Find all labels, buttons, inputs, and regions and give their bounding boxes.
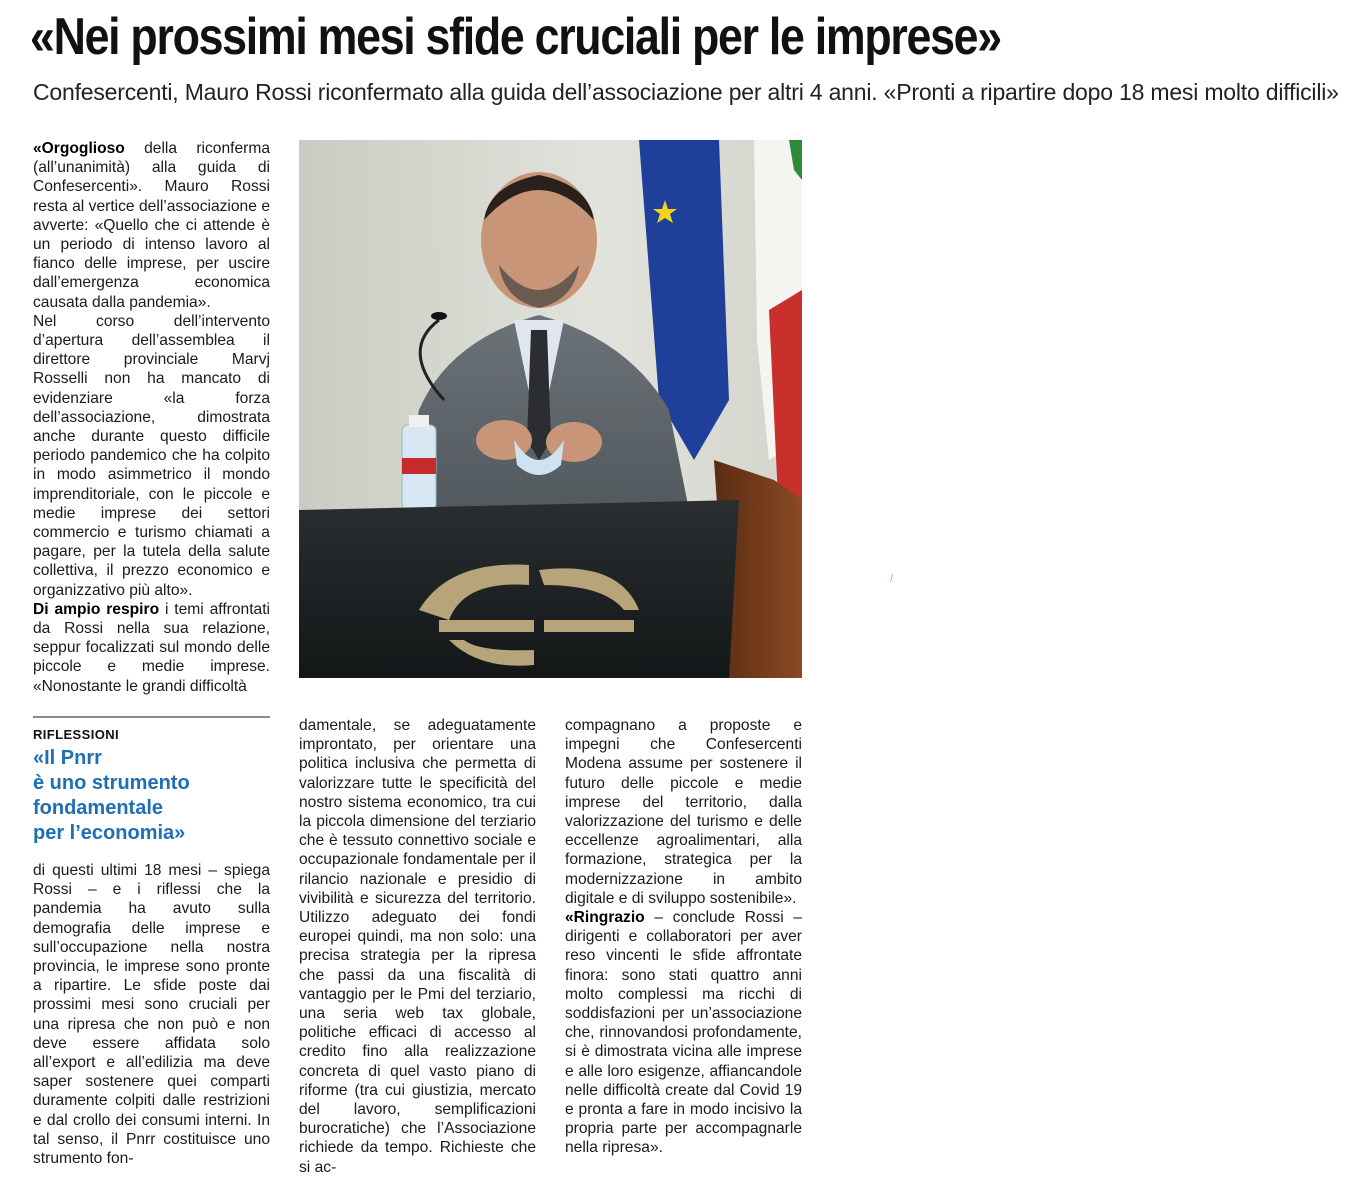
subheadline: Confesercenti, Mauro Rossi riconfermato alla guida dell’associazione per altri 4 anni. «Pronti a ripartire dopo 18 mesi molto difficili» — [33, 79, 1339, 105]
paragraph-text: Nel corso dell’intervento d’apertura dell’assemblea il direttore provinciale Marvj Rosselli non ha mancato di evidenziare «la forza dell’associazione, dimostrata anche durante questo difficile periodo pandemico che ha colpito in modo asimmetrico il mondo imprenditoriale, con le piccole e medie imprese dei settori commercio e turismo chiamati a pagare, per la tutela della salute collettiva, il prezzo economico e organizzativo più alto». — [33, 312, 270, 599]
headline: «Nei prossimi mesi sfide cruciali per le imprese» — [30, 8, 1001, 66]
lead-in: Di ampio respiro — [33, 600, 160, 618]
paragraph-themes — [33, 600, 270, 696]
article-column-1-lower — [33, 861, 270, 1168]
sidebar-title — [33, 746, 270, 846]
sidebar-title-line: «Il Pnrr — [33, 747, 102, 769]
sidebar-title-line: è uno strumento — [33, 772, 190, 794]
scan-artifact: / — [890, 573, 894, 585]
paragraph-text: di questi ultimi 18 mesi – spiega Rossi – e i riflessi che la pandemia ha avuto sulla demografia delle imprese e sull’occupazione nella nostra provincia, le imprese sono pronte a ripartire. Le sfide poste dai prossimi mesi sono cruciali per una ripresa che non può e non deve essere affidata solo all’export e all’edilizia ma deve saper sostenere quei comparti duramente colpiti dalle restrizioni e dal crollo dei consumi interni. In tal senso, il Pnrr costituisce uno strumento fon- — [33, 862, 270, 1168]
sidebar-divider — [33, 716, 270, 718]
paragraph-director — [33, 312, 270, 600]
paragraph-text: compagnano a proposte e impegni che Confesercenti Modena assume per sostenere il futuro delle piccole e medie imprese del territorio, dalla valorizzazione del turismo e delle eccellenze agroalimentari, alla formazione, strategica per la modernizzazione in ambito digitale e di sviluppo sostenibile». — [565, 717, 802, 907]
paragraph-thanks — [565, 908, 802, 1158]
article-column-2 — [299, 716, 536, 1176]
paragraph-text: i temi affrontati da Rossi nella sua relazione, seppur focalizzati sul mondo delle piccole e medie imprese. «Nonostante le grandi difficoltà — [33, 600, 271, 695]
paragraph-intro — [33, 139, 270, 312]
paragraph-text: della riconferma (all’unanimità) alla guida di Confesercenti». Mauro Rossi resta al vertice dell’associazione e avverte: «Quello che ci attende è un periodo di intenso lavoro al fianco delle imprese, per uscire dall’emergenza economica causata dalla pandemia». — [33, 140, 270, 311]
article-photo — [299, 140, 802, 678]
lead-in: «Ringrazio — [565, 909, 645, 927]
article-column-3 — [565, 716, 802, 1161]
paragraph-text: damentale, se adeguatamente improntato, per orientare una politica inclusiva che permetta di valorizzare tutte le specificità del nostro sistema economico, tra cui la piccola dimensione del terziario che è tessuto connettivo sociale e occupazionale fondamentale per il rilancio nazionale e presidio di vivibilità e sicurezza del territorio. Utilizzo adeguato dei fondi europei quindi, ma non solo: una precisa strategia per la ripresa che passi da una fiscalità di vantaggio per le Pmi del terziario, una seria web tax globale, politiche efficaci di accesso al credito fino alla realizzazione concreta di quel vasto piano di riforme (tra cui giustizia, mercato del lavoro, semplificazioni burocratiche) che l’Associazione richiede da tempo. Richieste che si ac- — [299, 717, 536, 1176]
sidebar-title-line: fondamentale — [33, 797, 164, 819]
paragraph-projects — [565, 716, 802, 908]
paragraph-text: – conclude Rossi – dirigenti e collaboratori per aver reso vincenti le sfide affrontate finora: sono stati quattro anni molto complessi ma ricchi di soddisfazioni per un’associazione che, rinnovandosi profondamente, si è dimostrata vicina alle imprese e alle loro esigenze, affiancandole nelle difficoltà create dal Covid 19 e pronta a fare in modo incisivo la propria parte per accompagnarle nella ripresa». — [565, 909, 802, 1157]
article-column-1-upper — [33, 139, 270, 699]
sidebar-title-line: per l’economia» — [33, 822, 186, 844]
speaker-photo-illustration — [299, 140, 802, 678]
sidebar-kicker: RIFLESSIONI — [33, 727, 120, 742]
lead-in: «Orgoglioso — [33, 140, 125, 157]
